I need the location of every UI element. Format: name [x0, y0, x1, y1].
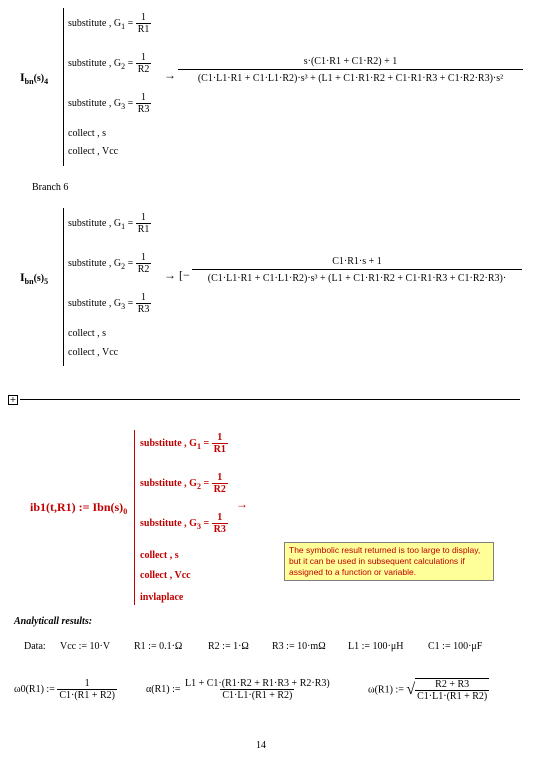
block5-result — [192, 256, 522, 284]
data-l1: L1 := 100·μH — [348, 641, 404, 652]
block4-lhs: $I_{bn}(s)_4$ — [20, 70, 49, 86]
block4-collect-s: collect , s — [68, 128, 107, 139]
block6-sub1: substitute , $G_1$ = $\frac{1}{R1}$ — [140, 432, 226, 455]
block4-bar — [63, 8, 64, 166]
block4-arrow: → — [164, 68, 176, 82]
data-vcc: Vcc := 10·V — [60, 641, 111, 652]
data-r2: R2 := 1·Ω — [208, 641, 249, 652]
block4-sub1: substitute , $G_1$ = $\frac{1}{R1}$ — [68, 12, 150, 35]
block5-result-den: (C1·L1·R1 + C1·L1·R2)·s³ + (L1 + C1·R1·R2 + C1·R1·R3 + C1·R2·R3)· — [192, 269, 522, 284]
omega-formula: ω(R1) := √ $\frac{R2 + R3}{C1\cdot L1\cdot(R1 + R2)}$ — [368, 679, 488, 702]
block4-result-den: (C1·L1·R1 + C1·L1·R2)·s³ + (L1 + C1·R1·R2 + C1·R1·R3 + C1·R2·R3)·s² — [178, 69, 523, 84]
block6-bar — [134, 430, 135, 605]
block4-result — [178, 56, 523, 84]
block5-collect-vcc: collect , Vcc — [68, 347, 119, 358]
block6-arrow: → — [236, 497, 248, 511]
region-divider — [20, 399, 520, 400]
block5-arrow: → [− — [164, 268, 190, 282]
block6-invlaplace: invlaplace — [140, 592, 184, 603]
block5-sub2: substitute , $G_2$ = $\frac{1}{R2}$ — [68, 252, 150, 275]
page-number: 14 — [256, 740, 266, 751]
data-r1: R1 := 0.1·Ω — [134, 641, 183, 652]
analytical-heading: Analyticall results: — [14, 616, 93, 627]
block6-sub2: substitute , $G_2$ = $\frac{1}{R2}$ — [140, 472, 226, 495]
block5-collect-s: collect , s — [68, 328, 107, 339]
block5-lhs: $I_{bn}(s)_5$ — [20, 270, 49, 286]
block5-bar — [63, 208, 64, 366]
block6-collect-s: collect , s — [140, 550, 179, 561]
branch-label: Branch 6 — [32, 182, 69, 193]
block4-collect-vcc: collect , Vcc — [68, 146, 119, 157]
data-c1: C1 := 100·μF — [428, 641, 483, 652]
block6-collect-vcc: collect , Vcc — [140, 570, 191, 581]
block4-sub3: substitute , $G_3$ = $\frac{1}{R3}$ — [68, 92, 150, 115]
block5-sub1: substitute , $G_1$ = $\frac{1}{R1}$ — [68, 212, 150, 235]
block5-sub3: substitute , $G_3$ = $\frac{1}{R3}$ — [68, 292, 150, 315]
symbolic-result-tooltip: The symbolic result returned is too large to display, but it can be used in subsequent calculations if assigned to a function or variable. — [284, 542, 494, 581]
block6-sub3: substitute , $G_3$ = $\frac{1}{R3}$ — [140, 512, 226, 535]
expand-region-button[interactable]: + — [9, 395, 17, 404]
block4-result-num: s·(C1·R1 + C1·R2) + 1 — [303, 56, 398, 67]
block5-result-num: C1·R1·s + 1 — [332, 256, 382, 267]
alpha-formula: α(R1) := $\frac{L1 + C1\cdot(R1\cdot R2 + R1\cdot R3 + R2\cdot R3)}{C1\cdot L1\cdot(R1 + R2)}$ — [146, 678, 330, 701]
block6-lhs: ib1(t,R1) := $Ibn(s)_0$ — [30, 500, 128, 516]
omega0-formula: ω0(R1) := $\frac{1}{C1\cdot(R1 + R2)}$ — [14, 678, 115, 701]
block4-sub2: substitute , $G_2$ = $\frac{1}{R2}$ — [68, 52, 150, 75]
data-label: Data: — [24, 641, 46, 652]
data-r3: R3 := 10·mΩ — [272, 641, 326, 652]
